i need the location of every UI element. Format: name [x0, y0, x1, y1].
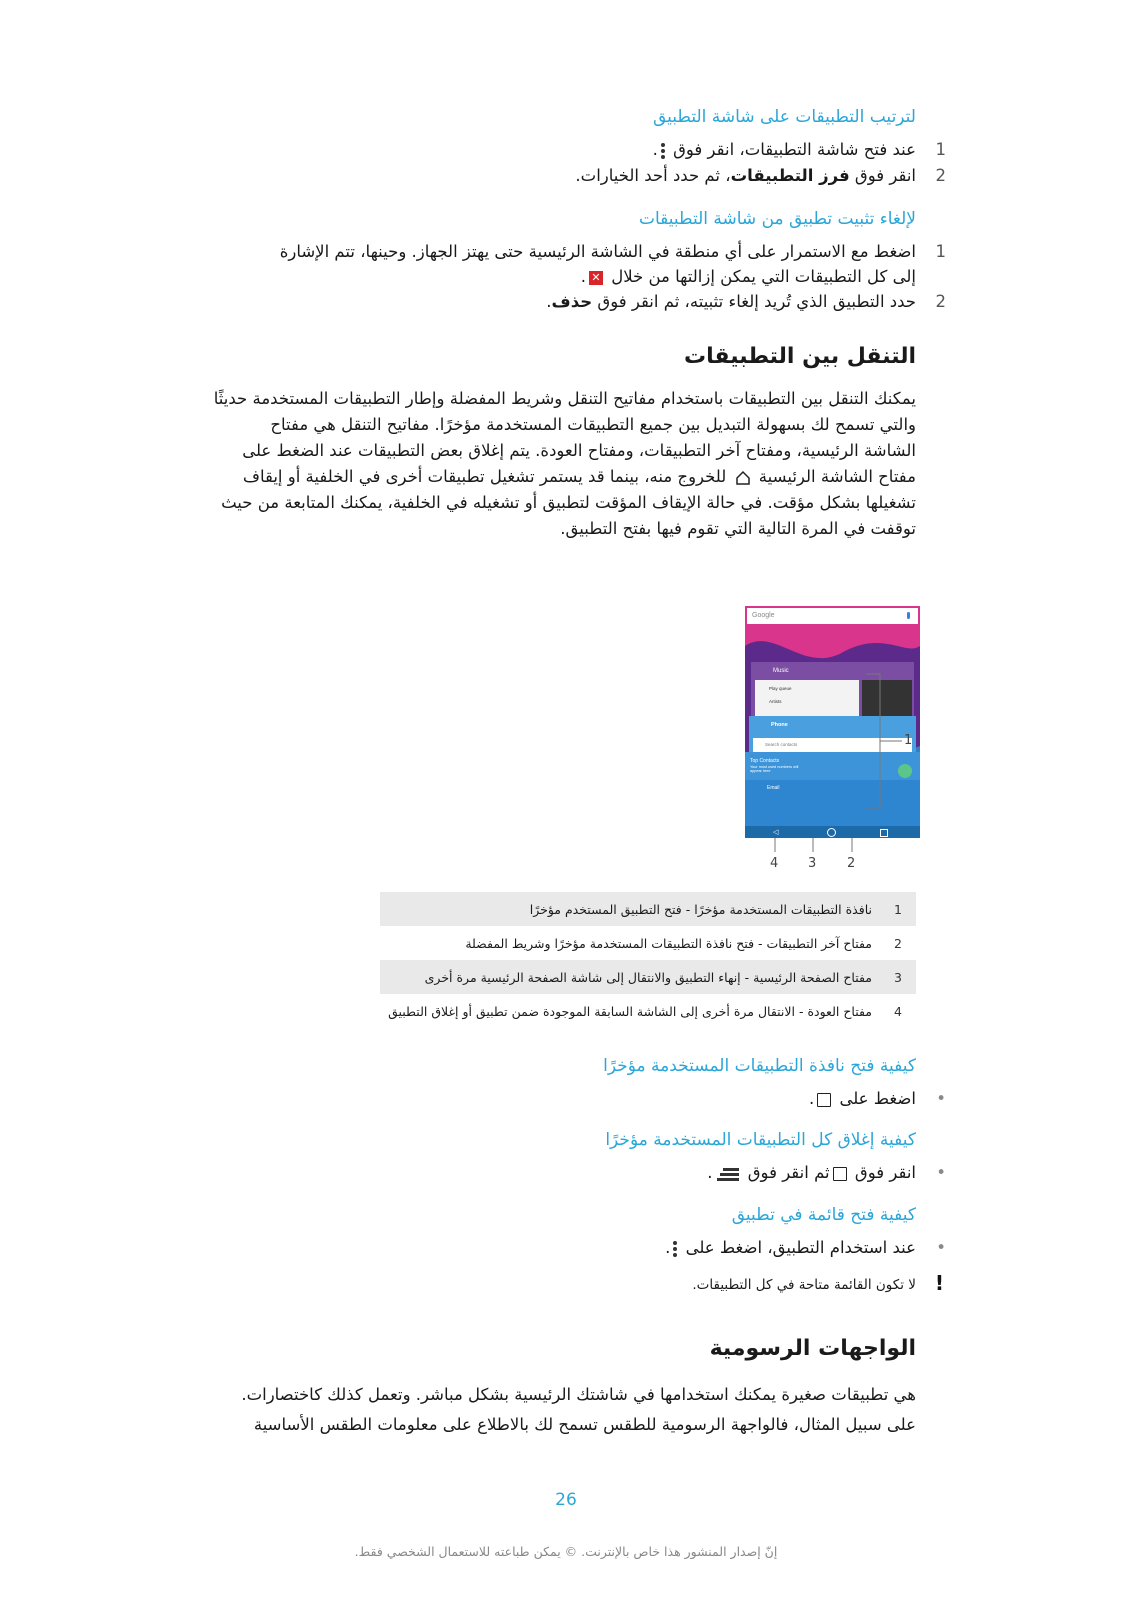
note-text: لا تكون القائمة متاحة في كل التطبيقات. [692, 1277, 916, 1293]
open-recent-step: • اضغط على . [808, 1089, 946, 1108]
callout-3: 3 [808, 856, 817, 871]
email-card[interactable]: Email [745, 780, 920, 838]
menu-heading: كيفية فتح قائمة في تطبيق [731, 1205, 916, 1225]
close-all-step: • انقر فوق ثم انقر فوق . [707, 1163, 946, 1182]
sort-step-1: 1 عند فتح شاشة التطبيقات، انقر فوق . [652, 140, 946, 159]
sort-step-2: 2 انقر فوق فرز التطبيقات، ثم حدد أحد الخيارات. [575, 166, 946, 185]
recent-apps-icon [833, 1167, 847, 1181]
nav-paragraph: يمكنك التنقل بين التطبيقات باستخدام مفاتيح التنقل وشريط المفضلة وإطار التطبيقات المستخدمة حديثًا والتي تسمح لك بسهولة التبديل بين جميع التطبيقات المستخدمة مؤخرًا. مفاتيح التنقل هي مفتاح الشاشة الرئيسية، ومفتاح آخر التطبيقات، ومفتاح العودة. يتم إغلاق بعض التطبيقات عند الضغط على مفتاح الشاشة الرئيسية للخروج منه، بينما قد يستمر تشغيل تطبيقات أخرى في الخلفية أو إيقاف تشغيلها بشكل مؤقت. في حالة الإيقاف المؤقت لتطبيق أو تشغيله في الخلفية، يمكنك المتابعة من حيث توقفت في المرة التالية التي تقوم فيها بفتح التطبيق. [213, 389, 916, 538]
contacts-card[interactable]: Top Contacts Your most used numbers will appear here [745, 752, 920, 792]
legend-row: 3 مفتاح الصفحة الرئيسية - إنهاء التطبيق والانتقال إلى شاشة الصفحة الرئيسية مرة أخرى [380, 960, 916, 994]
step-number: 2 [935, 166, 946, 185]
widgets-paragraph: هي تطبيقات صغيرة يمكنك استخدامها في شاشتك الرئيسية بشكل مباشر. وتعمل كذلك كاختصارات. على سبيل المثال، فالواجهة الرسومية للطقس تسمح لك بالاطلاع على معلومات الطقس الأساسية [241, 1385, 916, 1434]
unpin-step-1-line2: إلى كل التطبيقات التي يمكن إزالتها من خلال ✕. [580, 267, 916, 286]
recent-apps-icon [817, 1093, 831, 1107]
remove-icon: ✕ [589, 271, 603, 285]
legend-table [380, 892, 916, 1028]
callout-2: 2 [847, 856, 856, 871]
page-number: 26 [555, 1490, 577, 1510]
music-card[interactable]: Music Play queue Artists [751, 662, 914, 722]
footer-text: إنّ إصدار المنشور هذا خاص بالإنترنت. © يمكن طباعته للاستعمال الشخصي فقط. [354, 1544, 778, 1559]
step-number: 1 [935, 140, 946, 159]
menu-step: • عند استخدام التطبيق، اضغط على . [665, 1238, 946, 1257]
legend-row: 4 مفتاح العودة - الانتقال مرة أخرى إلى الشاشة السابقة الموجودة ضمن تطبيق أو إغلاق التطبيق [388, 1003, 902, 1019]
unpin-step-2: 2 حدد التطبيق الذي تُريد إلغاء تثبيته، ثم انقر فوق حذف. [546, 292, 946, 311]
phone-card[interactable]: Phone Search contacts [749, 716, 916, 770]
widgets-heading: الواجهات الرسومية [709, 1336, 916, 1361]
unpin-heading: لإلغاء تثبيت تطبيق من شاشة التطبيقات [638, 209, 916, 229]
back-key-icon[interactable]: ◁ [773, 829, 779, 836]
legend-row: 1 نافذة التطبيقات المستخدمة مؤخرًا - فتح التطبيق المستخدم مؤخرًا [380, 892, 916, 926]
nav-heading: التنقل بين التطبيقات [684, 344, 916, 369]
search-bar[interactable]: Google [747, 608, 918, 624]
step-number: 2 [935, 292, 946, 311]
legend-row: 2 مفتاح آخر التطبيقات - فتح نافذة التطبيقات المستخدمة مؤخرًا وشريط المفضلة [465, 935, 902, 951]
note-icon: ! [934, 1271, 944, 1295]
clear-all-icon [717, 1166, 739, 1182]
callout-1: 1 [904, 733, 913, 748]
unpin-step-1-line1: 1 اضغط مع الاستمرار على أي منطقة في الشاشة الرئيسية حتى يهتز الجهاز. وحينها، تتم الإشارة [279, 242, 946, 261]
close-all-heading: كيفية إغلاق كل التطبيقات المستخدمة مؤخرًا [605, 1130, 916, 1150]
step-number: 1 [935, 242, 946, 261]
open-recent-heading: كيفية فتح نافذة التطبيقات المستخدمة مؤخرًا [603, 1056, 916, 1076]
sort-apps-heading: لترتيب التطبيقات على شاشة التطبيق [652, 107, 916, 127]
more-options-icon [673, 1239, 677, 1259]
callout-4: 4 [770, 856, 779, 871]
